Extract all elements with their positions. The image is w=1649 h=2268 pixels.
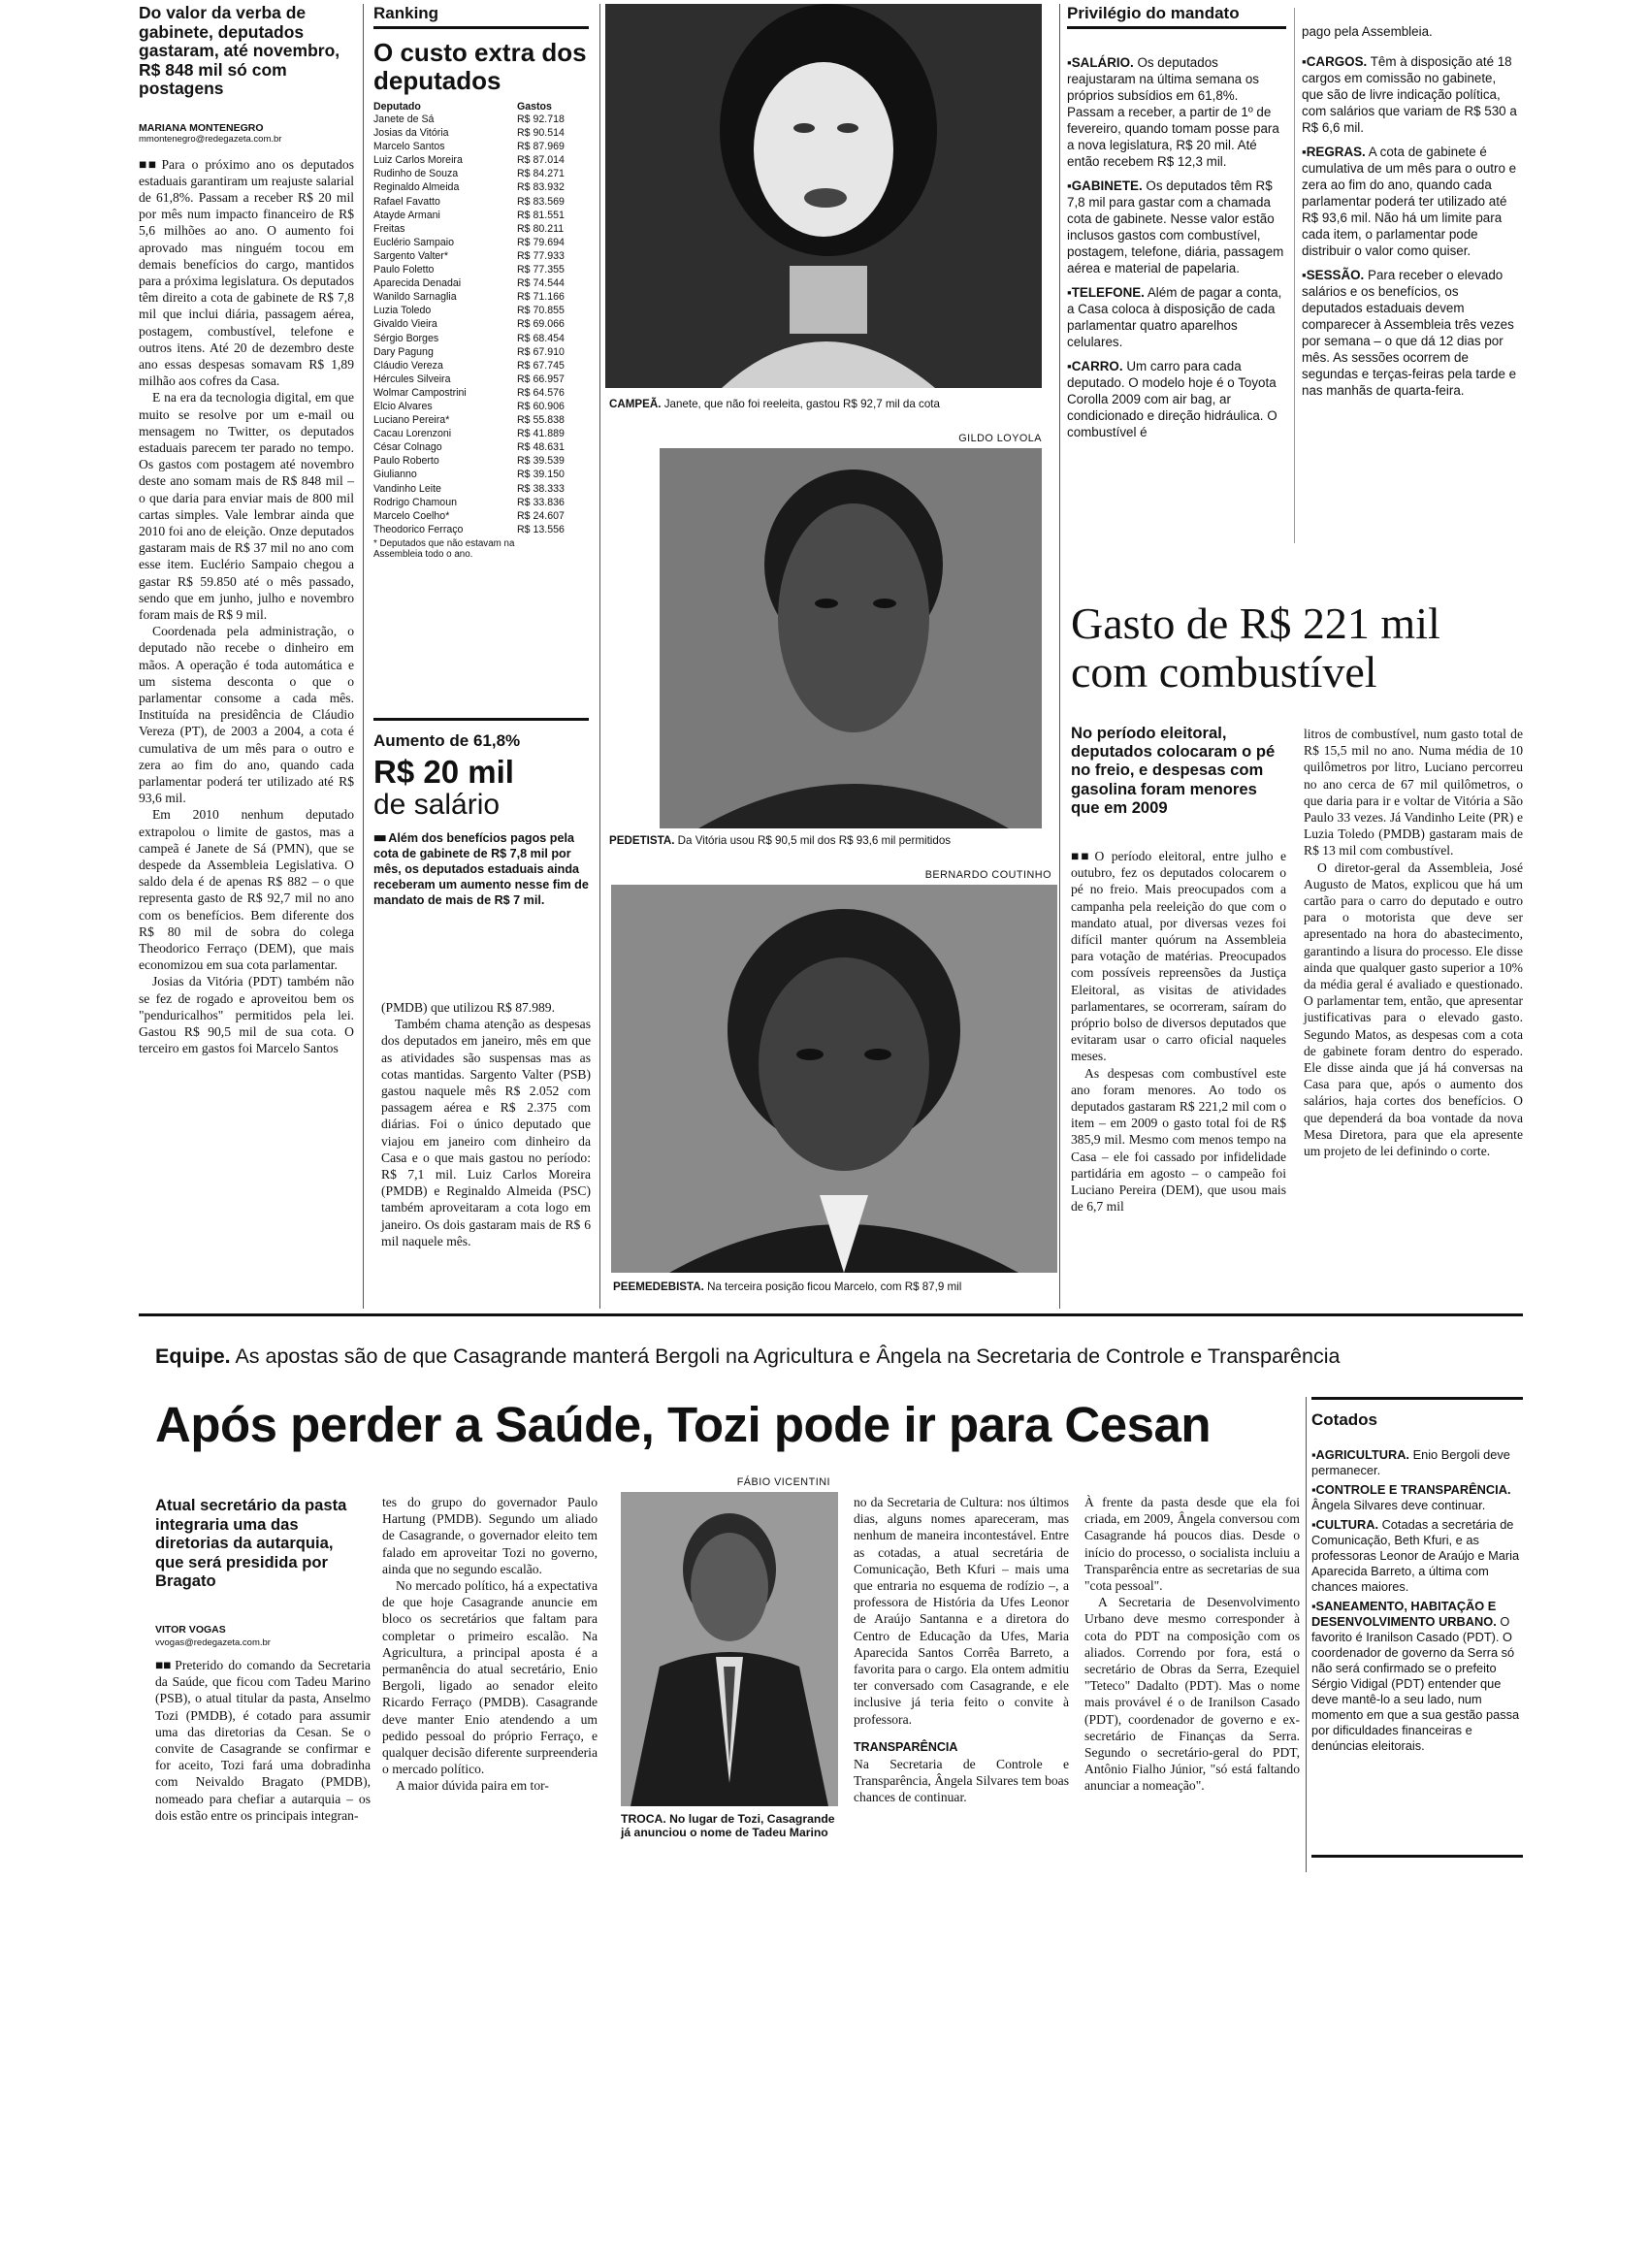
- combustivel-col-left: [1071, 848, 1286, 1215]
- square-bullet-icon: ■■: [1071, 849, 1091, 863]
- ranking-row: [373, 482, 575, 496]
- col1-headline: Do valor da verba de gabinete, deputados gastaram, até novembro, R$ 848 mil só com postagens: [139, 3, 340, 98]
- ranking-gasto: R$ 79.694: [517, 236, 565, 248]
- ranking-row: [373, 167, 575, 180]
- woman-portrait-icon: [605, 4, 1042, 388]
- ranking-gasto: R$ 39.150: [517, 469, 565, 481]
- ranking-deputado: Freitas: [373, 222, 405, 235]
- col1-byline-name: MARIANA MONTENEGRO: [139, 121, 264, 134]
- ranking-gasto: R$ 87.014: [517, 154, 565, 167]
- ranking-row: [373, 263, 575, 276]
- privilegio-box: [1067, 4, 1523, 547]
- ranking-deputado: Sérgio Borges: [373, 332, 439, 344]
- ranking-title: O custo extra dos deputados: [373, 38, 587, 95]
- ranking-deputado: Aparecida Denadai: [373, 277, 462, 290]
- ranking-gasto: R$ 83.569: [517, 195, 565, 208]
- ranking-deputado: Paulo Roberto: [373, 455, 439, 468]
- tozi-headline: Após perder a Saúde, Tozi pode ir para Cesan: [155, 1397, 1211, 1452]
- ranking-gasto: R$ 38.333: [517, 482, 565, 495]
- col1-article: [139, 4, 354, 1056]
- ranking-deputado: Janete de Sá: [373, 113, 435, 125]
- equipe-line: [155, 1345, 1533, 1369]
- caption-label: TROCA.: [621, 1812, 666, 1826]
- janete-caption: [609, 398, 1042, 411]
- ranking-deputado: Marcelo Santos: [373, 141, 445, 153]
- ranking-row: [373, 413, 575, 427]
- josias-caption: [609, 834, 1042, 848]
- combustivel-subhead: No período eleitoral, deputados colocaram o pé no freio, e despesas com gasolina foram menores que em 2009: [1071, 724, 1276, 817]
- ranking-deputado: Rudinho de Souza: [373, 168, 459, 180]
- tozi-paragraph: Na Secretaria de Controle e Transparência, Ângela Silvares tem boas chances de continuar.: [854, 1757, 1069, 1805]
- ranking-gasto: R$ 81.551: [517, 209, 565, 221]
- ranking-gasto: R$ 92.718: [517, 113, 565, 125]
- cotados-box: [1311, 1397, 1523, 1758]
- col2-paragraph: (PMDB) que utilizou R$ 87.989.: [381, 1000, 555, 1015]
- ranking-row: [373, 373, 575, 386]
- ranking-footnote: * Deputados que não estavam na Assembleia todo o ano.: [373, 537, 515, 560]
- aumento-text: [373, 830, 589, 908]
- privilegio-item: ▪TELEFONE. Além de pagar a conta, a Casa coloca à disposição de cada parlamentar quatro aparelhos celulares.: [1067, 285, 1282, 349]
- section-divider: [139, 1313, 1523, 1316]
- ranking-row: [373, 317, 575, 331]
- marcelo-caption: [613, 1280, 1057, 1294]
- aumento-box: [373, 718, 589, 908]
- ranking-row: [373, 249, 575, 263]
- equipe-label: Equipe.: [155, 1345, 231, 1368]
- ranking-gasto: R$ 66.957: [517, 373, 565, 385]
- ranking-deputado: Reginaldo Almeida: [373, 181, 460, 194]
- ranking-row: [373, 113, 575, 126]
- ranking-gasto: R$ 87.969: [517, 141, 565, 153]
- ranking-deputado: Cláudio Vereza: [373, 359, 443, 372]
- ranking-row: [373, 496, 575, 509]
- ranking-row: [373, 180, 575, 194]
- aumento-label: de salário: [373, 789, 501, 821]
- ranking-row: [373, 345, 575, 359]
- ranking-gasto: R$ 69.066: [517, 318, 565, 331]
- cotados-title: Cotados: [1311, 1410, 1377, 1429]
- tozi-paragraph: À frente da pasta desde que ela foi criada, em 2009, Ângela conversou com Casagrande há poucos dias. Desde o início do processo, o socialista incluiu a Transparência entre as secretarias de sua "cota pessoal".: [1084, 1495, 1300, 1594]
- ranking-deputado: Rafael Favatto: [373, 195, 440, 208]
- privilegio-right-start: pago pela Assembleia.: [1302, 24, 1433, 39]
- ranking-row: [373, 195, 575, 209]
- privilegio-item: ▪CARRO. Um carro para cada deputado. O modelo hoje é o Toyota Corolla 2009 com air bag, ar condicionado e direção hidráulica. O combustível é: [1067, 359, 1277, 439]
- ranking-gasto: R$ 48.631: [517, 441, 565, 454]
- ranking-deputado: Marcelo Coelho*: [373, 509, 450, 522]
- square-bullet-icon: ■■: [155, 1658, 172, 1672]
- combustivel-col-right: [1304, 726, 1523, 1159]
- ranking-gasto: R$ 64.576: [517, 386, 565, 399]
- privilegio-right-col: [1302, 24, 1519, 406]
- ranking-box: [373, 4, 589, 560]
- privilegio-item: ▪CARGOS. Têm à disposição até 18 cargos em comissão no gabinete, que são de livre indicação política, com salários que variam de R$ 530 a R$ 6,6 mil.: [1302, 54, 1517, 135]
- cotados-item: ▪AGRICULTURA. Enio Bergoli deve permanecer.: [1311, 1447, 1510, 1477]
- ranking-deputado: Wolmar Campostrini: [373, 386, 467, 399]
- ranking-gasto: R$ 90.514: [517, 127, 565, 140]
- ranking-gasto: R$ 33.836: [517, 496, 565, 508]
- ranking-deputado: Rodrigo Chamoun: [373, 496, 457, 508]
- ranking-header: [373, 101, 575, 113]
- man-portrait-icon: [621, 1492, 838, 1806]
- combustivel-paragraph: O diretor-geral da Assembleia, José Augusto de Matos, explicou que há um cartão para o carro do deputado e outro para o motorista que deve ser apresentado na hora do abastecimento, garantindo a lisura do processo. Ele disse ainda que qualquer gasto superior a 10% da média geral é avaliado e questionado. O parlamentar tem, então, que apresentar justificativas para o elevado gasto. Segundo Matos, as despesas com a cota de gabinete foram dentro do esperado. Ele disse ainda que já há conversas na Casa para que, após o aumento dos salários, haja cortes dos benefícios. O que dependerá da boa vontade da nova Mesa Diretora, para que ela apresente um projeto de lei definindo o corte.: [1304, 859, 1523, 1159]
- cotados-item: ▪CONTROLE E TRANSPARÊNCIA. Ângela Silvares deve continuar.: [1311, 1482, 1511, 1512]
- ranking-deputado: Sargento Valter*: [373, 249, 448, 262]
- caption-label: PEEMEDEBISTA.: [613, 1280, 704, 1293]
- tozi-photo: [621, 1492, 838, 1806]
- combustivel-paragraph: litros de combustível, num gasto total de R$ 15,5 mil no ano. Numa média de 10 quilômetros por litro, Luciano percorreu no ano cerca de 67 mil quilômetros, o que daria para ir e voltar de Vitória a São Paulo 33 vezes. Já Vandinho Leite (PR) e Luzia Toledo (PMDB) gastaram mais de R$ 13 mil com combustível.: [1304, 727, 1523, 859]
- ranking-row: [373, 153, 575, 167]
- ranking-gasto: R$ 68.454: [517, 332, 565, 344]
- ranking-deputado: Atayde Armani: [373, 209, 440, 221]
- ranking-row: [373, 523, 575, 536]
- caption-label: CAMPEÃ.: [609, 398, 662, 410]
- ranking-kicker: Ranking: [373, 4, 589, 29]
- ranking-gasto: R$ 60.906: [517, 400, 565, 412]
- ranking-gasto: R$ 67.745: [517, 359, 565, 372]
- marcelo-photo: [611, 885, 1057, 1273]
- caption-text: Da Vitória usou R$ 90,5 mil dos R$ 93,6 mil permitidos: [677, 834, 952, 847]
- tozi-paragraph: No mercado político, há a expectativa de que hoje Casagrande anuncie em bloco os secretários que faltam para completar o primeiro escalão. Na Agricultura, a principal aposta é a permanência do atual secretário, Enio Bergoli, ligado ao senador eleito Ricardo Ferraço (PMDB). Casagrande deve manter Enio atendendo a um pedido pessoal do próprio Ferraço, e qualquer decisão diferente surpreenderia o mercado político.: [382, 1578, 598, 1777]
- privilegio-item: ▪SESSÃO. Para receber o elevado salários e os benefícios, os deputados estaduais devem comparecer à Assembleia três vezes por semana – o que dá 12 dias por mês. As sessões ocorrem de segundas e terças-feiras pela tarde e nas manhãs de quarta-feira.: [1302, 268, 1517, 398]
- caption-label: PEDETISTA.: [609, 834, 675, 847]
- col1-paragraph: Em 2010 nenhum deputado extrapolou o limite de gastos, mas a campeã é Janete de Sá (PMN), que se despede da Assembleia Legislativa. O saldo dela é de apenas R$ 882 – o que representa gasto de R$ 92,7 mil no ano com os benefícios. Bem diferente dos R$ 80 mil de sobra do colega Theodorico Ferraço (DEM), que mais economizou em sua cota parlamentar.: [139, 807, 354, 973]
- square-bullet-icon: ■■: [139, 156, 158, 172]
- ranking-deputado: Luzia Toledo: [373, 305, 432, 317]
- tozi-paragraph: A Secretaria de Desenvolvimento Urbano deve mesmo corresponder à cota do PDT na composição com os aliados. Correndo por fora, está o secretário de Obras da Serra, Ezequiel "Teteco" Dadalto (PDT). Mas o nome mais provável é o de Iranilson Casado (PDT), coordenador de governo e ex-secretário de Finanças da Serra. Segundo o secretário-geral do PDT, Antônio Fialho Júnior, "só está faltando anunciar a nomeação".: [1084, 1595, 1300, 1794]
- ranking-deputado: Dary Pagung: [373, 345, 434, 358]
- ranking-deputado: Theodorico Ferraço: [373, 523, 464, 535]
- ranking-deputado: Giulianno: [373, 469, 417, 481]
- col1-byline-email: mmontenegro@redegazeta.com.br: [139, 133, 282, 145]
- ranking-gasto: R$ 39.539: [517, 455, 565, 468]
- tozi-photo-credit: FÁBIO VICENTINI: [736, 1476, 830, 1488]
- ranking-gasto: R$ 83.932: [517, 181, 565, 194]
- ranking-row: [373, 440, 575, 454]
- combustivel-headline: Gasto de R$ 221 mil com combustível: [1071, 599, 1440, 697]
- aumento-value: R$ 20 mil: [373, 754, 514, 790]
- caption-text: Janete, que não foi reeleita, gastou R$ 92,7 mil da cota: [663, 398, 940, 410]
- col1-paragraph: Josias da Vitória (PDT) também não se fez de rogado e aproveitou bem os "penduricalhos" permitidos pela lei. Gastou R$ 90,5 mil de sua cota. O terceiro em gastos foi Marcelo Santos: [139, 974, 354, 1056]
- privilegio-item: ▪REGRAS. A cota de gabinete é cumulativa de um mês para o outro e zera ao fim do ano, quando cada parlamentar poderá ter utilizado até R$ 93,6 mil. Não há um limite para cada item, o parlamentar pode distribuir o valor como quiser.: [1302, 145, 1517, 258]
- ranking-gasto: R$ 67.910: [517, 345, 565, 358]
- square-bullet-icon: ■■: [373, 831, 385, 845]
- marcelo-credit: BERNARDO COUTINHO: [924, 869, 1051, 881]
- ranking-deputado: Cacau Lorenzoni: [373, 428, 452, 440]
- ranking-deputado: Paulo Foletto: [373, 264, 435, 276]
- tozi-paragraph: A maior dúvida paira em tor-: [396, 1778, 549, 1794]
- tozi-byline-name: VITOR VOGAS: [155, 1624, 226, 1636]
- ranking-gasto: R$ 70.855: [517, 305, 565, 317]
- tozi-photo-caption: [621, 1812, 838, 1839]
- tozi-col5: [1084, 1494, 1300, 1795]
- ranking-deputado: Josias da Vitória: [373, 127, 449, 140]
- col2-continuation: [381, 999, 591, 1249]
- ranking-deputado: César Colnago: [373, 441, 442, 454]
- ranking-gasto: R$ 77.933: [517, 249, 565, 262]
- ranking-row: [373, 140, 575, 153]
- col1-body: [139, 156, 354, 1057]
- privilegio-item: ▪SALÁRIO. Os deputados reajustaram na última semana os próprios subsídios em 61,8%. Passam a receber, a partir de 1º de fevereiro, quando tomam posse para a nova legislatura, R$ 20 mil. Até então recebem R$ 12,3 mil.: [1067, 55, 1279, 169]
- equipe-text: As apostas são de que Casagrande manterá Bergoli na Agricultura e Ângela na Secretaria de Controle e Transparência: [235, 1345, 1341, 1368]
- ranking-deputado: Euclério Sampaio: [373, 236, 455, 248]
- ranking-row: [373, 290, 575, 304]
- tozi-paragraph: tes do grupo do governador Paulo Hartung (PMDB). Segundo um aliado de Casagrande, o governador eleito tem falado em aproveitar Tozi no governo, ainda que no segundo escalão.: [382, 1495, 598, 1576]
- tozi-paragraph: Preterido do comando da Secretaria da Saúde, que ficou com Tadeu Marino (PSB), o atual titular da pasta, Anselmo Tozi (PMDB), é cotado para assumir uma das diretorias da Cesan. Se o convite de Casagrande se confirmar e for aceito, Tozi fará uma dobradinha com Neivaldo Bragato (PMDB), nomeado para chefiar a autarquia – os dois estão entre os principais integran-: [155, 1658, 371, 1823]
- ranking-row: [373, 386, 575, 400]
- ranking-row: [373, 359, 575, 373]
- ranking-gasto: R$ 77.355: [517, 264, 565, 276]
- ranking-row: [373, 222, 575, 236]
- ranking-gasto: R$ 55.838: [517, 414, 565, 427]
- aumento-text-body: Além dos benefícios pagos pela cota de gabinete de R$ 7,8 mil por mês, os deputados estaduais ainda receberam um aumento nesse fim de mandato de mais de R$ 7 mil.: [373, 831, 589, 907]
- ranking-deputado: Luiz Carlos Moreira: [373, 154, 463, 167]
- col1-paragraph: Coordenada pela administração, o deputado não recebe o dinheiro em mãos. A operação é toda automática e um sistema desconta o que o parlamentar consome a cada mês. Instituída na presidência de Cláudio Vereza (PT), de 2003 a 2004, a cota é cumulativa de um mês para o outro e zera ao fim do ano, quando cada parlamentar poderá ter utilizado até R$ 93,6 mil.: [139, 624, 354, 806]
- josias-photo: [660, 448, 1042, 828]
- col1-paragraph: Para o próximo ano os deputados estaduais garantiram um reajuste salarial de 61,8%. Passam a receber R$ 20 mil por mês num impacto financeiro de R$ 5,6 milhões ao ano. O aumento foi aprovado mas ninguém tocou em demais benefícios do cargo, mantidos para a próxima legislatura. Os deputados têm direito a cota de gabinete de R$ 7,8 mil que inclui diária, passagem aérea, postagem, combustível, telefone e outros itens. Até 20 de dezembro deste ano essas despesas somavam R$ 1,89 milhão aos cofres da Casa.: [139, 156, 355, 389]
- ranking-deputado: Luciano Pereira*: [373, 414, 450, 427]
- ranking-row: [373, 304, 575, 317]
- privilegio-item: ▪GABINETE. Os deputados têm R$ 7,8 mil para gastar com a chamada cota de gabinete. Nesse valor estão inclusos gastos com combustível, postagem, telefone, diária, passagem aérea e material de papelaria.: [1067, 178, 1284, 275]
- col2-paragraph: Também chama atenção as despesas dos deputados em janeiro, mês em que as atividades são suspensas mas as cotas mantidas. Sargento Valter (PSB) gastou naquele mês R$ 2.052 com passagem aérea e R$ 2.375 com diárias. Foi o único deputado que viajou em janeiro com dinheiro da Casa e o que mais gastou no período: R$ 7,1 mil. Luiz Carlos Moreira (PMDB) e Reginaldo Almeida (PSC) também aproveitaram a cota logo em janeiro. Os dois gastaram mais de R$ 6 mil naquele mês.: [381, 1017, 591, 1248]
- combustivel-paragraph: As despesas com combustível este ano foram menores. Ao todo os deputados gastaram R$ 221,2 mil com o item – em 2009 o gasto total foi de R$ 385,9 mil. Mesmo com menos tempo na Casa – ele foi cassado por infidelidade partidária em agosto – o campeão foi Luciano Pereira (DEM), que usou mais de 6,7 mil: [1071, 1065, 1286, 1215]
- ranking-deputado: Wanildo Sarnaglia: [373, 291, 457, 304]
- ranking-row: [373, 126, 575, 140]
- ranking-deputado: Vandinho Leite: [373, 482, 441, 495]
- caption-text: Na terceira posição ficou Marcelo, com R$ 87,9 mil: [707, 1280, 962, 1293]
- ranking-col-gastos: Gastos: [517, 101, 552, 113]
- cotados-item: ▪SANEAMENTO, HABITAÇÃO E DESENVOLVIMENTO URBANO. O favorito é Iranilson Casado (PDT). O coordenador de governo da Serra só não será confirmado se o prefeito Sérgio Vidigal (PDT) entender que deve mantê-lo a seu lado, num momento em que a sua gestão passa por dificuldades financeiras e denúncias eleitorais.: [1311, 1599, 1520, 1753]
- privilegio-left-col: [1067, 54, 1286, 448]
- ranking-col-deputado: Deputado: [373, 101, 421, 113]
- ranking-table: [373, 113, 575, 536]
- transparencia-subhead: TRANSPARÊNCIA: [854, 1739, 958, 1754]
- cotados-item: ▪CULTURA. Cotadas a secretária de Comunicação, Beth Kfuri, e as professoras Leonor de Araújo e Maria Aparecida Barreto, a última com chances maiores.: [1311, 1517, 1520, 1594]
- ranking-row: [373, 509, 575, 523]
- ranking-row: [373, 454, 575, 468]
- ranking-gasto: R$ 41.889: [517, 428, 565, 440]
- ranking-deputado: Hércules Silveira: [373, 373, 451, 385]
- privilegio-kicker: Privilégio do mandato: [1067, 4, 1286, 29]
- ranking-row: [373, 332, 575, 345]
- ranking-row: [373, 468, 575, 481]
- ranking-gasto: R$ 84.271: [517, 168, 565, 180]
- col1-paragraph: E na era da tecnologia digital, em que muito se resolve por um e-mail ou mensagem no Twitter, os deputados estaduais parecem ter parado no tempo. Os gastos com postagem até novembro deste ano somam mais de R$ 848 mil – o que daria para enviar mais de 800 mil cartas simples. Vale lembrar ainda que 2010 foi ano de eleição. Onze deputados gastaram mais de R$ 37 mil no ano com esse item. Euclério Sampaio chegou a gastar R$ 59.850 até o mês passado, sendo que em junho, julho e novembro foram mais de R$ 9 mil.: [139, 390, 354, 622]
- tozi-byline-email: vvogas@redegazeta.com.br: [155, 1637, 271, 1648]
- josias-credit: GILDO LOYOLA: [958, 433, 1042, 444]
- ranking-gasto: R$ 71.166: [517, 291, 565, 304]
- ranking-row: [373, 276, 575, 290]
- caption-text: No lugar de Tozi, Casagrande já anunciou o nome de Tadeu Marino: [621, 1812, 835, 1839]
- ranking-deputado: Givaldo Vieira: [373, 318, 437, 331]
- aumento-kicker: Aumento de 61,8%: [373, 731, 521, 750]
- ranking-row: [373, 209, 575, 222]
- ranking-gasto: R$ 80.211: [517, 222, 565, 235]
- ranking-row: [373, 427, 575, 440]
- janete-photo: [605, 4, 1042, 388]
- combustivel-paragraph: O período eleitoral, entre julho e outubro, fez os deputados colocarem o pé no freio. Mais preocupados com a campanha pela reeleição do que com o mandato atual, por diversas vezes foi difícil manter quórum na Assembleia para votação de matérias. Preocupados com possíveis repreensões da Justiça Eleitoral, as visitas de atividades parlamentares, se ocorreram, saíram do próprio bolso de diversos deputados que evitaram usar o carro oficial naqueles meses.: [1071, 849, 1286, 1064]
- tozi-col4: [854, 1494, 1069, 1806]
- tozi-col1: [155, 1657, 371, 1824]
- ranking-gasto: R$ 24.607: [517, 509, 565, 522]
- ranking-deputado: Elcio Alvares: [373, 400, 433, 412]
- ranking-gasto: R$ 74.544: [517, 277, 565, 290]
- man-portrait-icon: [660, 448, 1042, 828]
- tozi-paragraph: no da Secretaria de Cultura: nos últimos dias, alguns nomes apareceram, mas nenhum de maneira incontestável. Entre as cotadas, a atual secretária de Comunicação, Beth Kfuri – mais uma que entraria no esquema de rodízio –, a professora de História da Ufes Leonor de Araújo Santanna e a diretora do Centro de Educação da Ufes, Maria Aparecida Santos Corrêa Barreto, a favorita para o cargo. Ela ontem admitiu ter conversado com Casagrande, e ele inclusive já teria feito o convite à professora.: [854, 1495, 1069, 1727]
- ranking-row: [373, 236, 575, 249]
- ranking-gasto: R$ 13.556: [517, 523, 565, 535]
- man-portrait-icon: [611, 885, 1057, 1273]
- ranking-row: [373, 400, 575, 413]
- tozi-subhead: Atual secretário da pasta integraria uma das diretorias da autarquia, que será presidida por Bragato: [155, 1496, 347, 1590]
- tozi-col2: [382, 1494, 598, 1795]
